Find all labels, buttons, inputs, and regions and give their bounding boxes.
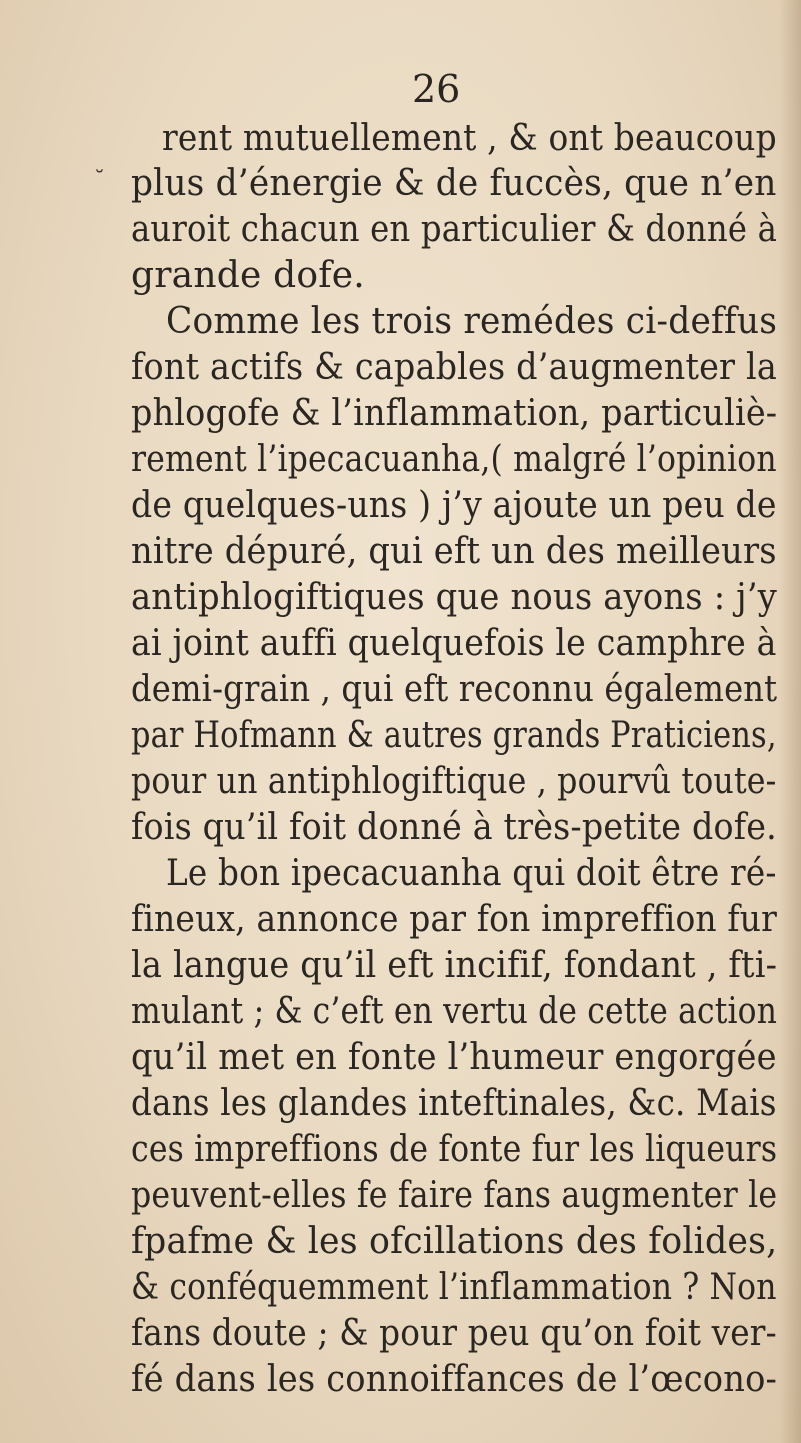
text-line: fois qu’il foit donné à très-petite dofe. bbox=[131, 807, 777, 848]
page-edge-shadow bbox=[779, 0, 801, 1443]
text-line: fpafme & les ofcillations des folides, bbox=[131, 1221, 778, 1262]
text-line: Le bon ipecacuanha qui doit être ré- bbox=[166, 853, 777, 894]
text-line: de quelques-uns ) j’y ajoute un peu de bbox=[131, 485, 777, 526]
text-line: la langue qu’il eft incifif, fondant , fti- bbox=[131, 945, 778, 986]
text-line: fans doute ; & pour peu qu’on foit ver- bbox=[131, 1313, 777, 1354]
text-line: nitre dépuré, qui eft un des meilleurs bbox=[131, 531, 777, 572]
text-line: Comme les trois remédes ci-deffus bbox=[166, 301, 778, 342]
text-line: ai joint auffi quelquefois le camphre à bbox=[131, 623, 777, 664]
text-line: font actifs & capables d’augmenter la bbox=[131, 347, 777, 388]
text-line: qu’il met en fonte l’humeur engorgée bbox=[131, 1037, 777, 1078]
text-line: fineux, annonce par fon impreffion fur bbox=[131, 899, 778, 940]
margin-mark: ˘ bbox=[94, 168, 105, 193]
text-line: rement l’ipecacuanha,( malgré l’opinion bbox=[131, 439, 777, 480]
text-line: par Hofmann & autres grands Praticiens, bbox=[131, 715, 777, 756]
text-line: peuvent-elles fe faire fans augmenter le bbox=[131, 1175, 778, 1216]
text-line: fé dans les connoiffances de l’œcono- bbox=[131, 1359, 778, 1400]
text-line: grande dofe. bbox=[131, 255, 365, 296]
text-line: phlogofe & l’inflammation, particuliè- bbox=[131, 393, 778, 434]
text-line: pour un antiphlogiftique , pourvû toute- bbox=[131, 761, 777, 802]
text-line: dans les glandes inteftinales, &c. Mais bbox=[131, 1083, 777, 1124]
text-line: auroit chacun en particulier & donné à bbox=[131, 209, 778, 250]
text-line: plus d’énergie & de fuccès, que n’en bbox=[131, 163, 777, 204]
text-line: demi-grain , qui eft reconnu également bbox=[131, 669, 778, 710]
text-line: mulant ; & c’eft en vertu de cette action bbox=[131, 991, 778, 1032]
page-number: 26 bbox=[412, 67, 461, 111]
text-line: ces impreffions de fonte fur les liqueurs bbox=[131, 1129, 778, 1170]
text-line: antiphlogiftiques que nous ayons : j’y bbox=[131, 577, 778, 618]
text-line: & conféquemment l’inflammation ? Non bbox=[131, 1267, 777, 1308]
text-line: rent mutuellement , & ont beaucoup bbox=[162, 118, 777, 159]
